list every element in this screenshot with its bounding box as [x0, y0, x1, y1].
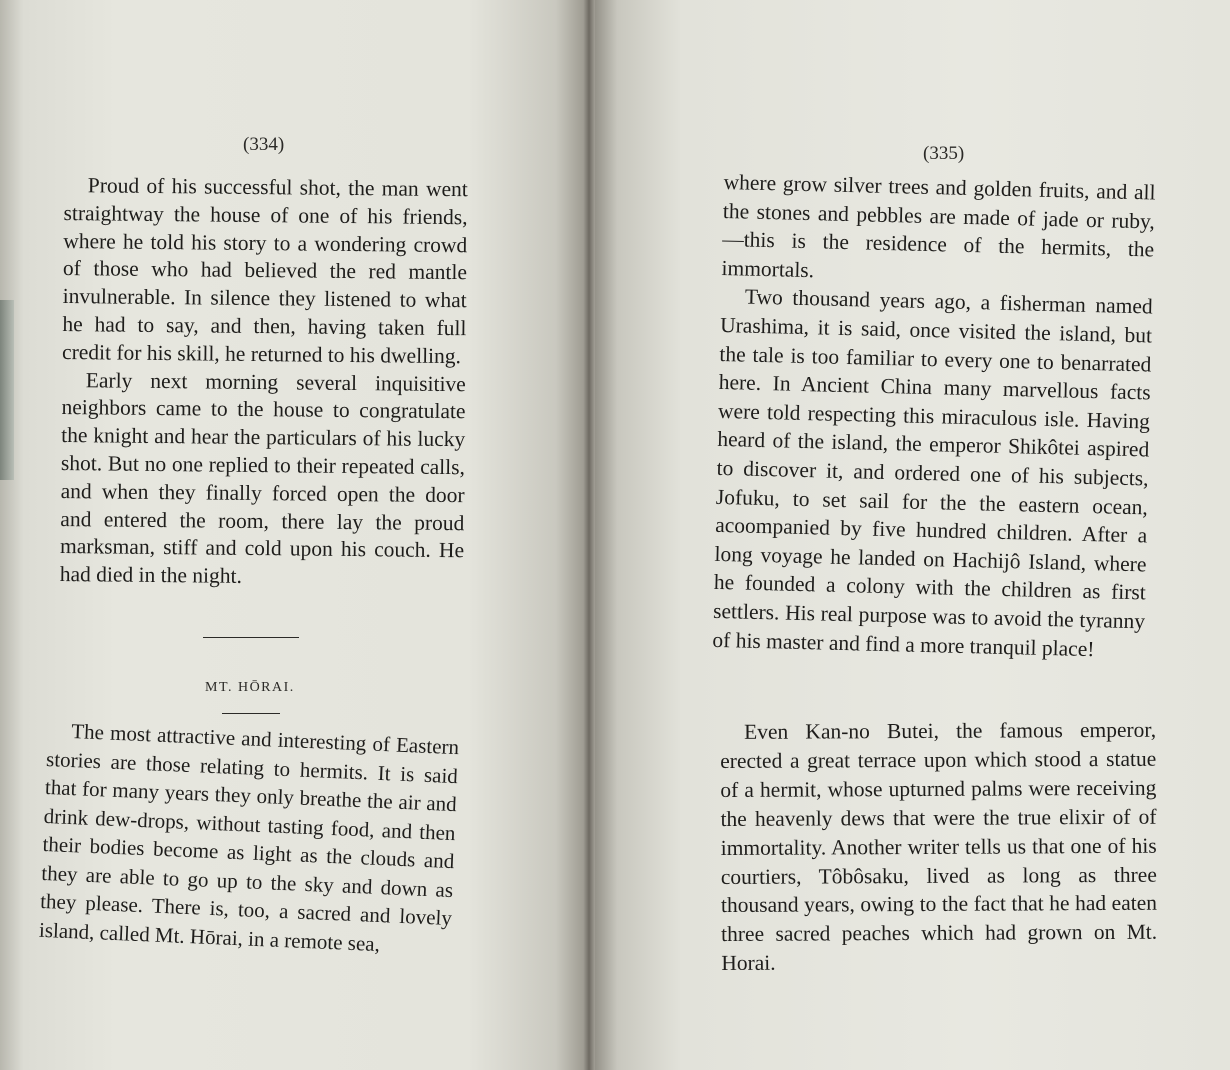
section-paragraph: The most attractive and interesting of Eastern stories are those relating to hermits. It is said that for many years they only breathe the air and drink dew-drops, without tasting food, and then their bodies become as light as the clouds and they are able to go up to the sky and down as they please. There is, too, a sacred and lovely island, called Mt. Hōrai, in a remote sea,	[38, 719, 460, 956]
left-page-text	[60, 172, 468, 593]
section-title: MT. HŌRAI.	[205, 680, 295, 695]
left-paragraph-2: Early next morning several inquisitive neighbors came to the house to congratulate the knight and hear the particulars of his lucky shot. But no one replied to their repeated calls, and when they finally forced open the door and entered the room, there lay the proud marksman, stiff and cold upon his couch. He had died in the night.	[59, 367, 466, 589]
title-underline-rule	[222, 713, 280, 714]
book-gutter	[583, 0, 595, 1070]
section-text	[38, 716, 459, 961]
right-page-number: (335)	[923, 143, 965, 164]
right-paragraph-1: where grow silver trees and golden fruits, and all the stones and pebbles are made of jade or ruby,—this is the residence of the hermits, the immortals.	[721, 169, 1156, 283]
left-paragraph-1: Proud of his successful shot, the man went straightway the house of one of his friends, where he told his story to a wondering crowd of those who had believed the red mantle invulnerable. In silence they listened to what he had to say, and then, having taken full credit for his skill, he returned to his dwelling.	[61, 173, 468, 368]
right-page-text-bottom	[720, 716, 1157, 978]
left-page-number: (334)	[243, 134, 285, 155]
section-divider-rule	[203, 637, 299, 638]
right-page-text	[712, 168, 1156, 665]
right-paragraph-3: Even Kan-no Butei, the famous emperor, erected a great terrace upon which stood a statue of a hermit, whose upturned palms were receiving the heavenly dews that were the true elixir of of immortality. Another writer tells us that one of his courtiers, Tôbôsaku, lived as long as three thousand years, owing to the fact that he had eaten three sacred peaches which had grown on Mt. Horai.	[720, 717, 1158, 976]
page-edge-shadow	[0, 300, 14, 480]
right-paragraph-2: Two thousand years ago, a fisherman named Urashima, it is said, once visited the island, but the tale is too familiar to every one to benarrated here. In Ancient China many marvellous facts were told respecting this miraculous isle. Having heard of the island, the emperor Shikôtei aspired to discover it, and ordered one of his subjects, Jofuku, to set sail for the the eastern ocean, acoompanied by five hundred children. After a long voyage he landed on Hachijô Island, where he founded a colony with the children as first settlers. His real purpose was to avoid the tyranny of his master and find a more tranquil place!	[712, 284, 1154, 661]
